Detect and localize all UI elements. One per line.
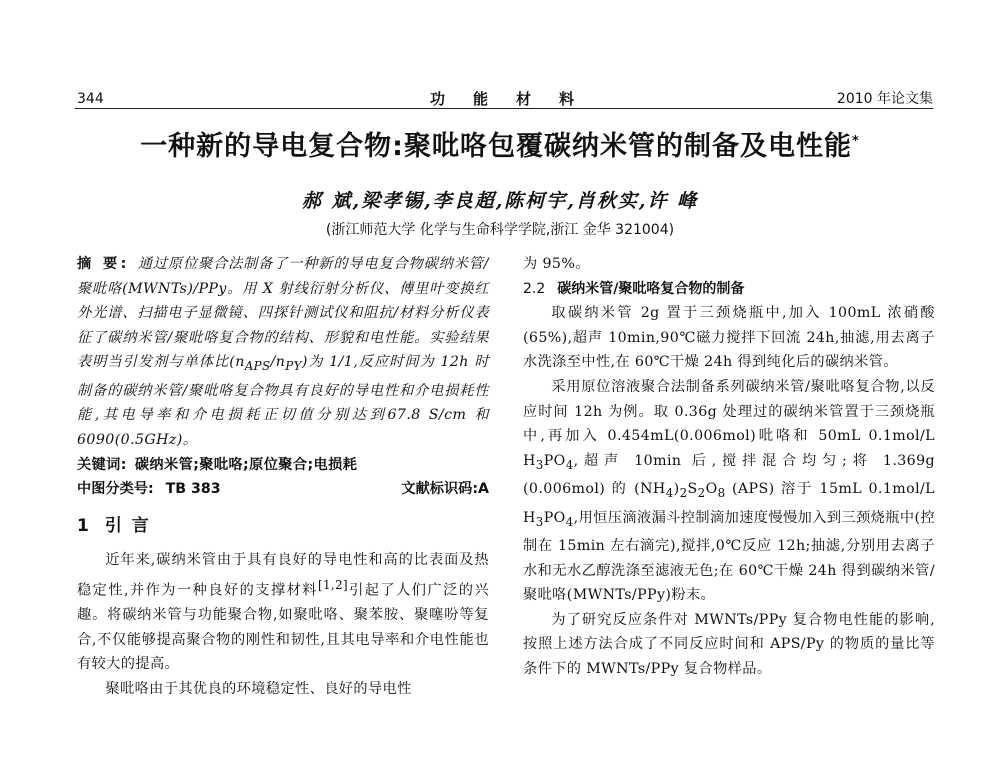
journal-name: 功能材料 (430, 90, 603, 108)
method-paragraph-3: 为了研究反应条件对 MWNTs/PPy 复合物电性能的影响,按照上述方法合成了不同反应时间和 APS/Py 的物质的量比等条件下的 MWNTs/PPy 复合物样品。 (523, 611, 935, 677)
method-p2-sub7: 3 (535, 514, 544, 529)
affiliation: (浙江师范大学 化学与生命科学学院,浙江 金华 321004) (325, 222, 675, 238)
section-heading-intro (77, 514, 489, 539)
abstract (77, 252, 489, 453)
left-column (77, 252, 489, 702)
doc-code-label: 文献标识码: (401, 481, 479, 498)
header-rule (75, 108, 933, 109)
method-paragraph-1: 取碳纳米管 2g 置于三颈烧瓶中,加入 100mL 浓硝酸(65%),超声 10min,90℃磁力搅拌下回流 24h,抽滤,用去离子水洗涤至中性,在 60℃干燥 24h 得到纯化后的碳纳米管。 (523, 305, 935, 371)
section-number: 1 (77, 515, 91, 536)
doc-code-value: A (478, 481, 489, 498)
method-p2-e: S (687, 481, 698, 498)
paper-title-text: 一种新的导电复合物:聚吡咯包覆碳纳米管的制备及电性能 (140, 131, 852, 162)
method-p2-sub1: 3 (535, 457, 544, 472)
keywords-label: 关键词: (77, 456, 127, 473)
subscript-py: PY (285, 359, 302, 374)
method-p2-b: PO (543, 452, 566, 469)
abstract-text-b: )为 1/1,反应时间为 12h 时制备的碳纳米管/聚吡咯复合物具有良好的导电性和介电损耗性能,其电导率和介电损耗正切值分别达到67.8 S/cm 和 6090(0.5GHz)。 (77, 354, 489, 448)
intro-paragraph-2: 聚吡咯由于其优良的环境稳定性、良好的导电性 (105, 681, 412, 698)
method-p2-sub2: 4 (565, 457, 574, 472)
page-number: 344 (77, 91, 104, 107)
method-p2-a: 采用原位溶液聚合法制备系列碳纳米管/聚吡咯复合物,以反应时间 12h 为例。取 0.36g 处理过的碳纳米管置于三颈烧瓶中,再加入 0.454mL(0.006mol)吡咯和 50mL 0.1mol/L H (523, 378, 935, 469)
method-p2-sub3: 4 (665, 486, 674, 500)
abstract-label: 摘 要: (77, 256, 130, 272)
method-p2-f: O (705, 481, 718, 498)
keywords-text: 碳纳米管;聚吡咯;原位聚合;电损耗 (134, 456, 358, 473)
method-p2-sub8: 4 (565, 514, 574, 529)
method-p2-sub4: 2 (679, 486, 688, 500)
clc-label: 中图分类号: (77, 481, 154, 498)
author-list: 郝 斌,梁孝锡,李良超,陈柯宇,肖秋实,许 峰 (301, 190, 699, 212)
subsection-heading-2-2 (523, 277, 935, 302)
clc-value: TB 383 (165, 481, 221, 498)
right-column (523, 252, 935, 682)
intro-p1-text-a: 近年来,碳纳米管由于具有良好的导电性和高的比表面及热稳定性,并作为一种良好的支撑材料 (77, 552, 489, 599)
method-p2-i: ,用恒压滴液漏斗控制滴加速度慢慢加入到三颈烧瓶中(控制在 15min 左右滴完),搅拌,0℃反应 12h;抽滤,分别用去离子水和无水乙醇洗涤至滤液无色;在 60℃干燥 24h 得到碳纳米管/聚吡咯(MWNTs/PPy)粉末。 (523, 509, 935, 604)
keywords (77, 453, 489, 478)
abstract-text-sep: /n (270, 354, 286, 371)
subscript-aps: APS (244, 359, 271, 374)
method-p2-c: ,超声 10min 后,搅拌混合均匀;将 1.369g (0.006mol) 的 (NH (523, 452, 935, 498)
collection-label: 2010 年论文集 (836, 91, 933, 107)
method-p2-h: PO (543, 509, 566, 526)
method-p2-d: ) (673, 481, 680, 498)
intro-paragraph-1 (77, 548, 489, 677)
method-p2-g: (APS) 溶于 15mL 0.1mol/L H (523, 481, 936, 526)
section-title: 引 言 (104, 515, 151, 536)
subsection-number: 2.2 (523, 280, 546, 297)
intro-p1-text-b: 引起了人们广泛的兴趣。将碳纳米管与功能聚合物,如聚吡咯、聚苯胺、聚噻吩等复合,不仅能够提高聚合物的刚性和韧性,且其电导率和介电性能也有较大的提高。 (77, 582, 489, 673)
subsection-title: 碳纳米管/聚吡咯复合物的制备 (557, 280, 745, 297)
method-p2-sub5: 2 (697, 486, 706, 500)
method-p2-sub6: 8 (717, 486, 726, 500)
classification-line (77, 477, 489, 502)
abstract-text-a: 通过原位聚合法制备了一种新的导电复合物碳纳米管/聚吡咯(MWNTs)/PPy。用 X 射线衍射分析仪、傅里叶变换红外光谱、扫描电子显微镜、四探针测试仪和阻抗/材料分析仪表征了碳纳米管/聚吡咯复合物的结构、形貌和电性能。实验结果表明当引发剂与单体比(n (77, 256, 489, 371)
citation-1-2: [1,2] (317, 577, 349, 592)
title-footnote-mark: * (851, 134, 860, 149)
continued-text: 为 95%。 (523, 256, 590, 272)
method-paragraph-2 (523, 375, 935, 608)
paper-title (0, 124, 1000, 163)
